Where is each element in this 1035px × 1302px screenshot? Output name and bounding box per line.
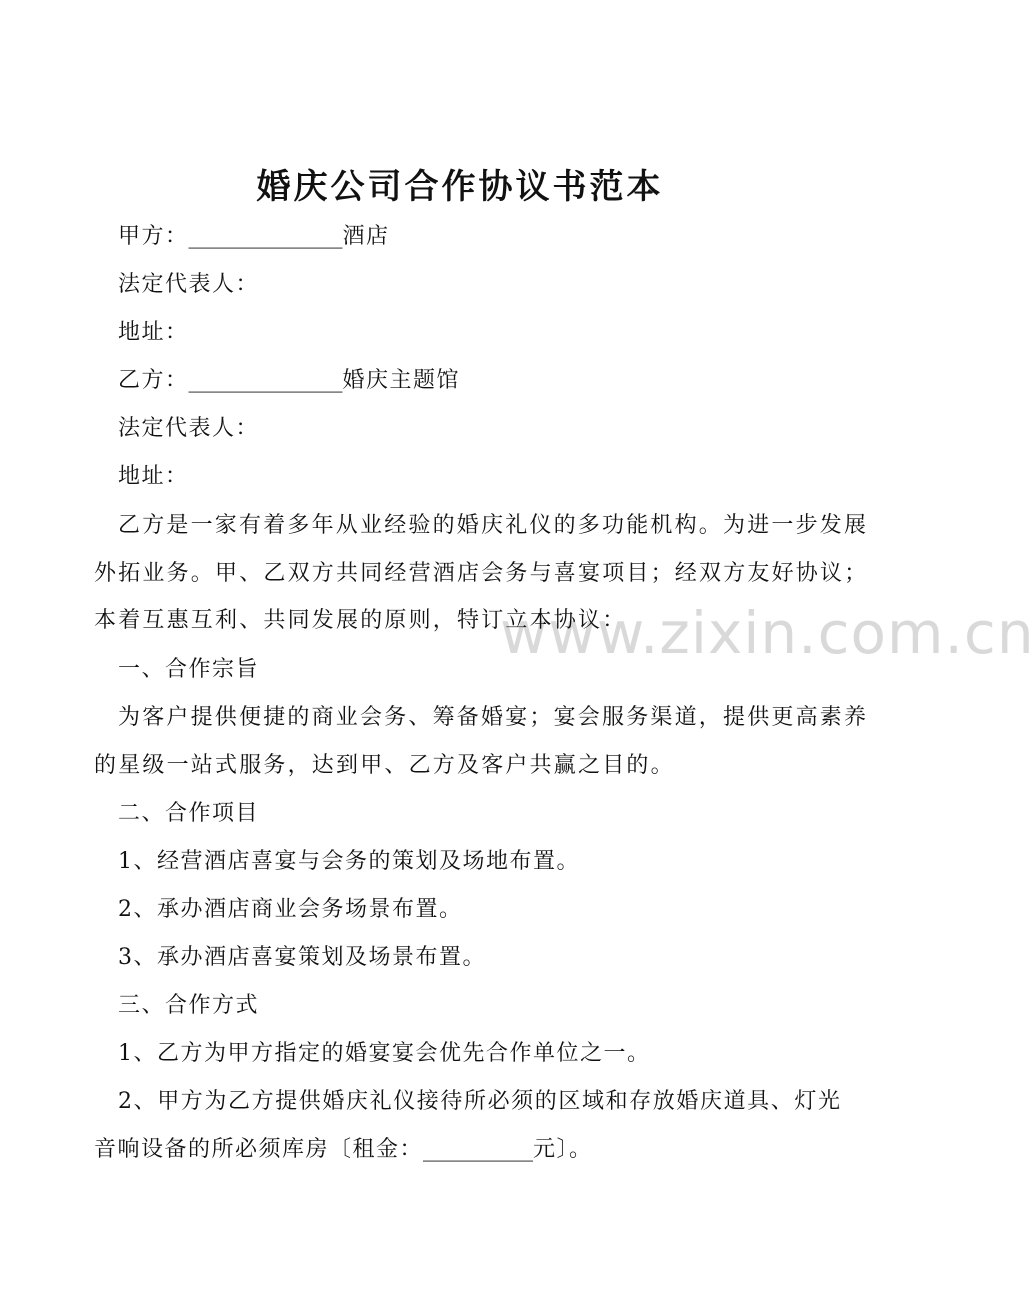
section3-item-2-line-1: 2、甲方为乙方提供婚庆礼仪接待所必须的区域和存放婚庆道具、灯光 — [118, 1089, 842, 1114]
section2-item-2: 2、承办酒店商业会务场景布置。 — [118, 897, 463, 922]
party-b-label: 乙方： — [118, 368, 189, 393]
intro-line-2: 外拓业务。甲、乙双方共同经营酒店会务与喜宴项目；经双方友好协议； — [94, 561, 869, 586]
party-b-address: 地址： — [118, 464, 189, 489]
section2-item-3: 3、承办酒店喜宴策划及场景布置。 — [118, 945, 486, 970]
rent-label: 音响设备的所必须库房〔租金： — [94, 1137, 424, 1162]
party-a-suffix: 酒店 — [342, 224, 390, 249]
section3-heading: 三、合作方式 — [118, 993, 260, 1018]
document-title: 婚庆公司合作协议书范本 — [256, 167, 664, 207]
watermark: www.zixin.com.cn — [500, 599, 1035, 667]
intro-line-3: 本着互惠互利、共同发展的原则，特订立本协议： — [94, 608, 627, 633]
party-b-representative: 法定代表人： — [118, 416, 260, 441]
rent-suffix: 元〕。 — [533, 1137, 593, 1162]
party-b-line — [118, 366, 460, 396]
party-b-blank: ______________ — [188, 368, 343, 393]
rent-blank: __________ — [423, 1137, 534, 1162]
section3-item-1: 1、乙方为甲方指定的婚宴宴会优先合作单位之一。 — [118, 1041, 651, 1066]
section1-heading: 一、合作宗旨 — [118, 657, 260, 682]
party-a-representative: 法定代表人： — [118, 272, 260, 297]
party-a-label: 甲方： — [118, 224, 189, 249]
party-a-blank: ______________ — [188, 224, 343, 249]
section2-heading: 二、合作项目 — [118, 801, 260, 826]
party-a-address: 地址： — [118, 320, 189, 345]
party-b-suffix: 婚庆主题馆 — [342, 368, 461, 393]
section1-body-line-2: 的星级一站式服务，达到甲、乙方及客户共赢之目的。 — [94, 753, 675, 778]
section3-item-2-line-2 — [94, 1135, 593, 1165]
section2-item-1: 1、经营酒店喜宴与会务的策划及场地布置。 — [118, 849, 580, 874]
party-a-line — [118, 222, 390, 252]
intro-line-1: 乙方是一家有着多年从业经验的婚庆礼仪的多功能机构。为进一步发展 — [118, 513, 869, 538]
section1-body-line-1: 为客户提供便捷的商业会务、筹备婚宴；宴会服务渠道，提供更高素养 — [118, 705, 869, 730]
